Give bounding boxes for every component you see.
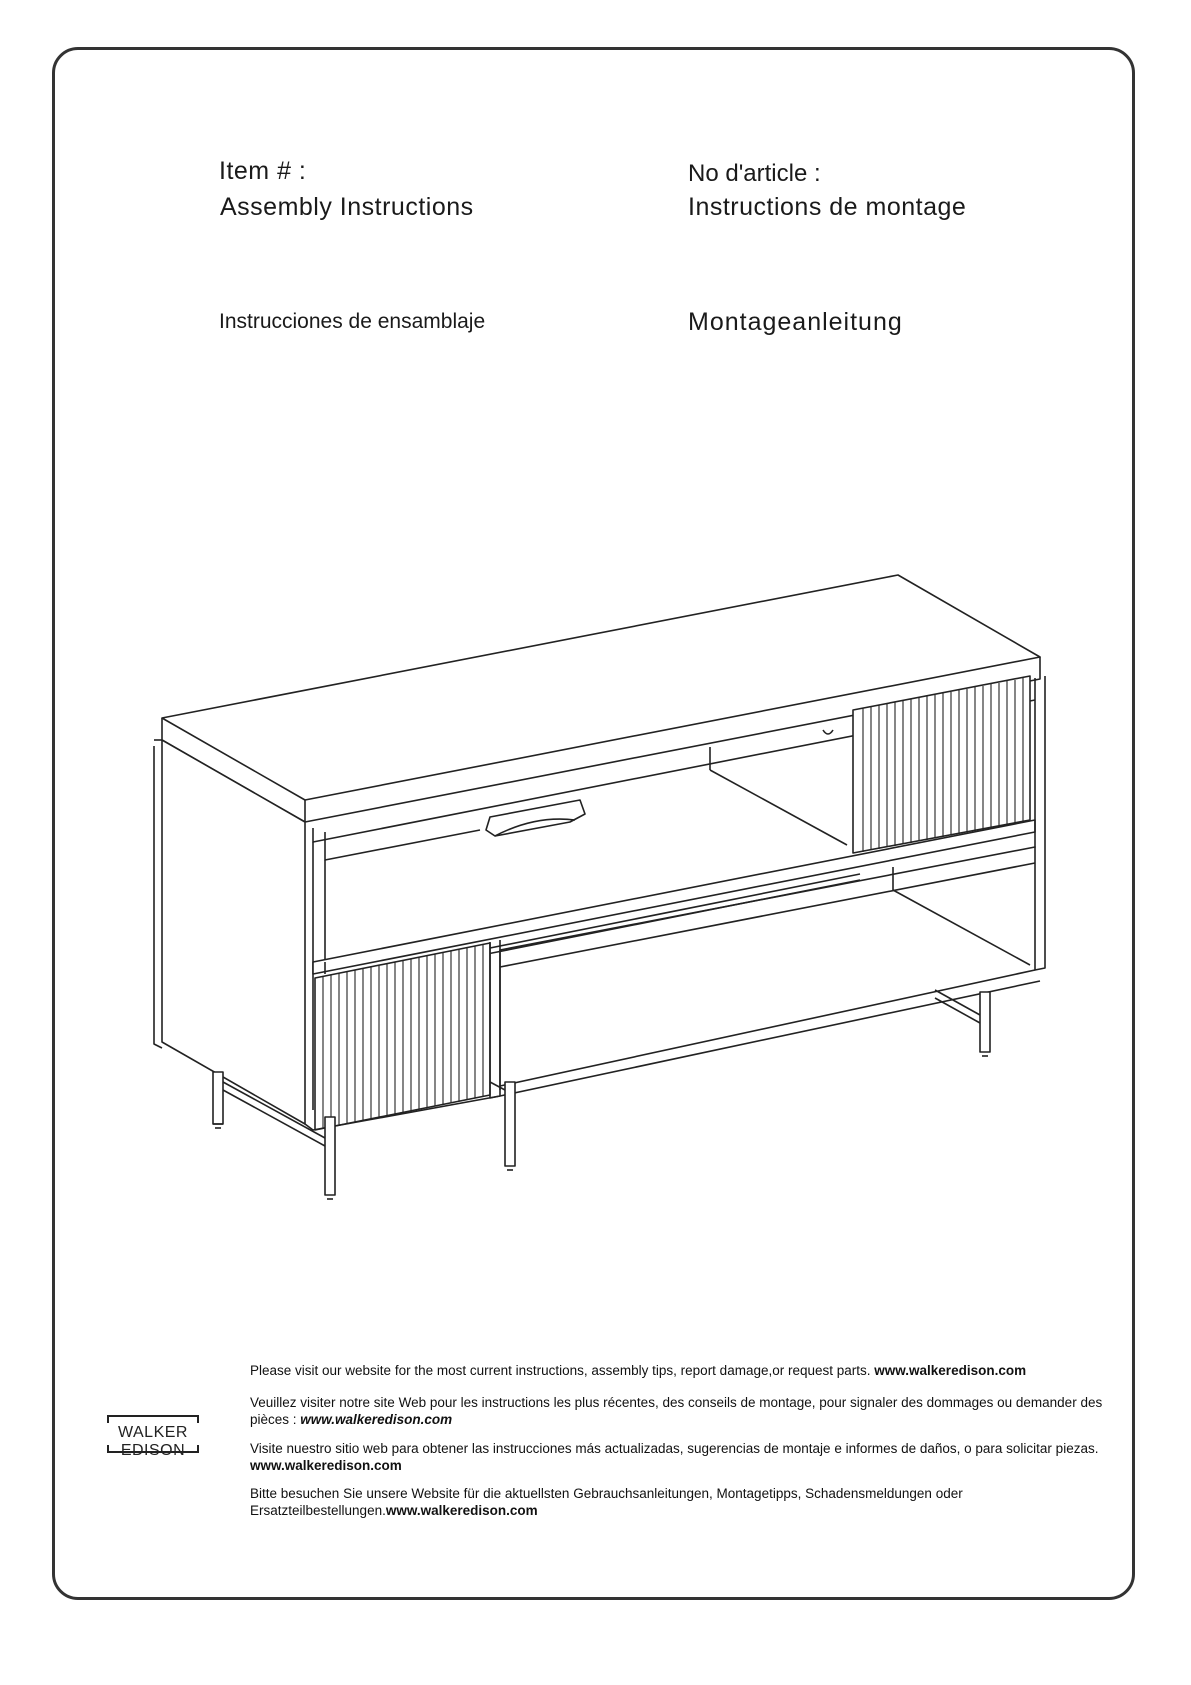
upper-door-flutes (863, 678, 1023, 852)
footer-german-text: Bitte besuchen Sie unsere Website für die aktuellsten Gebrauchsanleitungen, Montagetipps, Schadensmeldungen oder Ersatzteilbestellungen. (250, 1486, 963, 1518)
title-spanish: Instrucciones de ensamblaje (219, 310, 486, 333)
website-link-es[interactable]: www.walkeredison.com (250, 1458, 402, 1473)
footer-english-text: Please visit our website for the most current instructions, assembly tips, report damage,or request parts. (250, 1363, 875, 1378)
footer-german (250, 1485, 1106, 1519)
title-french: Instructions de montage (688, 193, 967, 221)
right-side-panel (1035, 676, 1045, 970)
website-link-de[interactable]: www.walkeredison.com (385, 1503, 538, 1518)
logo-bracket-bottom (107, 1451, 199, 1453)
upper-right-door (823, 676, 1030, 853)
item-number-label-fr: No d'article : (688, 160, 821, 187)
website-link-en[interactable]: www.walkeredison.com (874, 1363, 1027, 1378)
footer-english (250, 1362, 1106, 1379)
walker-edison-logo (84, 1415, 222, 1453)
title-english: Assembly Instructions (220, 193, 474, 221)
logo-brand-name: WALKER (118, 1424, 188, 1441)
title-german: Montageanleitung (688, 308, 903, 336)
left-side-panel (154, 740, 305, 1124)
footer-french-text: Veuillez visiter notre site Web pour les instructions les plus récentes, des conseils de montage, pour signaler des dommages ou demander des pièces : (250, 1395, 1103, 1427)
logo-bracket-top (107, 1415, 199, 1417)
tv-stand-illustration (150, 570, 1050, 1210)
footer-spanish-text: Visite nuestro sitio web para obtener las instrucciones más actualizadas, sugerencias de montaje e informes de daños, o para solicitar piezas. (250, 1441, 1099, 1456)
website-link-fr[interactable]: www.walkeredison.com (300, 1412, 453, 1427)
item-number-label: Item # : (219, 157, 307, 185)
footer-spanish (250, 1440, 1106, 1474)
footer-french (250, 1394, 1106, 1428)
